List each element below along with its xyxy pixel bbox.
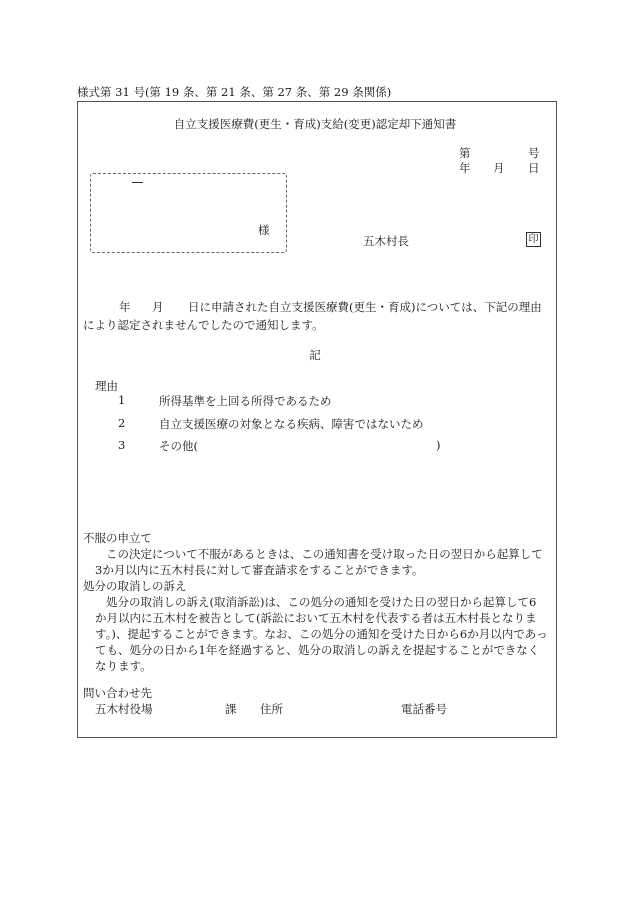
contact-office: 五木村役場 bbox=[95, 702, 153, 716]
revocation-line: す。)、提起することができます。なお、この処分の通知を受けた日から6か月以内であっ bbox=[95, 627, 548, 641]
contact-address-label: 住所 bbox=[260, 702, 283, 716]
date-year-label: 年 bbox=[459, 161, 471, 175]
date-month-label: 月 bbox=[493, 161, 505, 175]
reason-text: その他( bbox=[159, 439, 198, 453]
contact-phone-label: 電話番号 bbox=[401, 702, 447, 716]
contact-header: 問い合わせ先 bbox=[83, 686, 152, 700]
revocation-header: 処分の取消しの訴え bbox=[83, 579, 187, 593]
reason-number: 1 bbox=[118, 393, 126, 407]
objection-header: 不服の申立て bbox=[83, 531, 152, 545]
reasons-header: 理由 bbox=[95, 379, 118, 393]
objection-line: 3か月以内に五木村長に対して審査請求をすることができます。 bbox=[95, 563, 424, 577]
body-year: 年 bbox=[119, 300, 131, 314]
date-day-label: 日 bbox=[528, 161, 540, 175]
document-title: 自立支援医療費(更生・育成)支給(変更)認定却下通知書 bbox=[173, 117, 457, 131]
body-text-line1: 日に申請された自立支援医療費(更生・育成)については、下記の理由 bbox=[188, 300, 542, 314]
revocation-line: 処分の取消しの訴え(取消訴訟)は、この処分の通知を受けた日の翌日から起算して6 bbox=[106, 595, 537, 609]
seal-mark: 印 bbox=[526, 232, 541, 247]
revocation-line: か月以内に五木村を被告として(訴訟において五木村を代表する者は五木村長となりま bbox=[95, 611, 537, 625]
recipient-address-box bbox=[90, 173, 287, 253]
revocation-line: なります。 bbox=[95, 659, 152, 673]
recipient-honorific: 様 bbox=[258, 223, 270, 237]
reason-text: 所得基準を上回る所得であるため bbox=[159, 394, 332, 408]
reason-text: 自立支援医療の対象となる疾病、障害ではないため bbox=[159, 417, 424, 431]
issuer-name: 五木村長 bbox=[363, 234, 409, 248]
document-number-label: 第 bbox=[459, 146, 471, 160]
objection-line: この決定について不服があるときは、この通知書を受け取った日の翌日から起算して bbox=[106, 547, 543, 561]
revocation-line: ても、処分の日から1年を経過すると、処分の取消しの訴えを提起することができなく bbox=[95, 643, 540, 657]
reason-number: 3 bbox=[118, 438, 126, 452]
body-text-line2: により認定されませんでしたので通知します。 bbox=[83, 318, 324, 332]
ki-marker: 記 bbox=[309, 348, 321, 362]
body-month: 月 bbox=[152, 300, 164, 314]
reason-number: 2 bbox=[118, 416, 126, 430]
reason-other-close: ) bbox=[436, 438, 441, 452]
form-reference: 様式第 31 号(第 19 条、第 21 条、第 27 条、第 29 条関係) bbox=[77, 85, 392, 99]
postal-code-dash bbox=[132, 182, 143, 183]
document-number-suffix: 号 bbox=[528, 146, 540, 160]
contact-section-label: 課 bbox=[225, 702, 237, 716]
